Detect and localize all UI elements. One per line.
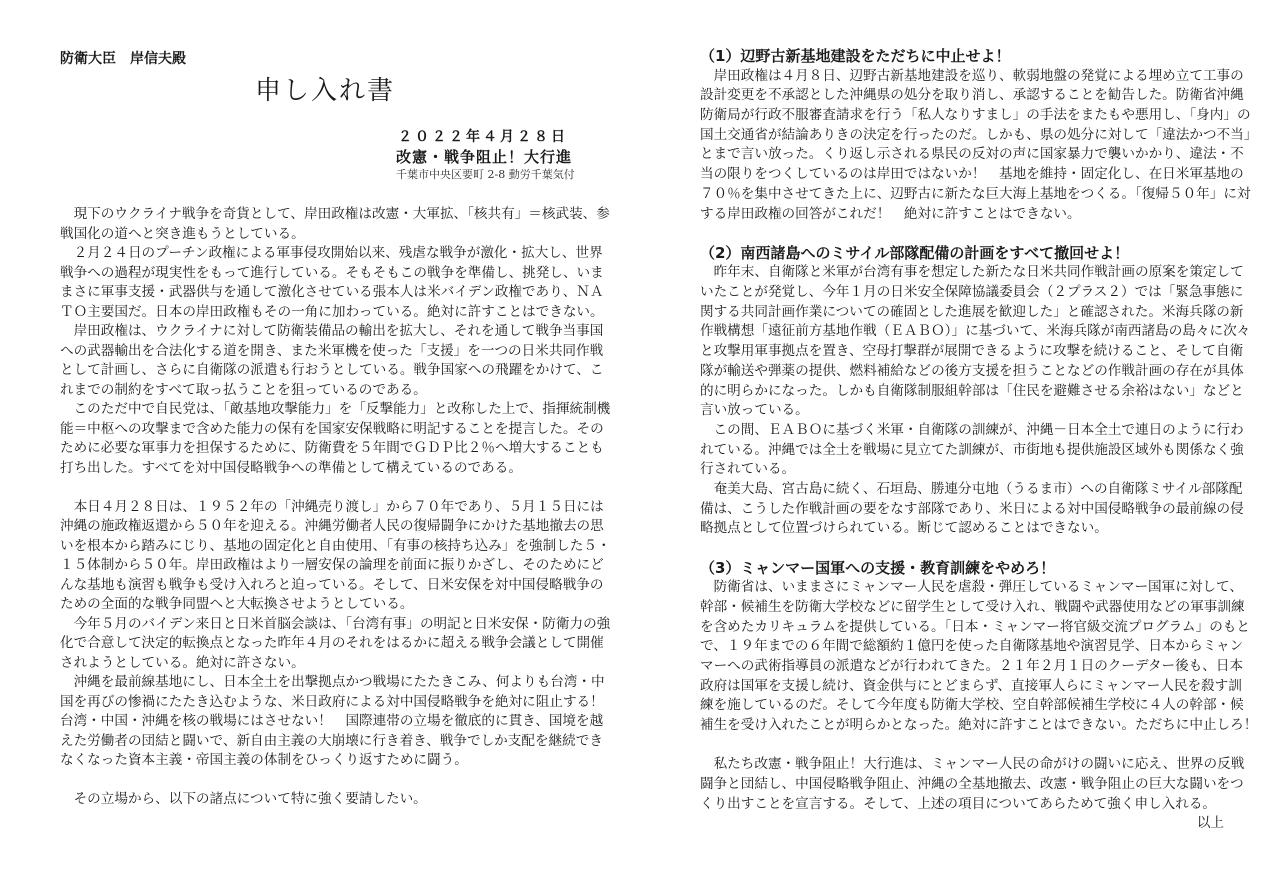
section-heading: （1）辺野古新基地建設をただちに中止せよ！ [700,47,1011,65]
closing-mark: 以上 [1196,815,1224,832]
text-line: 国土交通省が結論ありきの決定を行ったのだ。しかも、県の処分に対して「違法かつ不当」 [700,126,1258,143]
text-line: ために必要な軍事力を担保するために、防衛費を５年間でＧＤＰ比２％へ増大することも [60,440,604,456]
paragraph [60,673,605,771]
text-line: 打ち出した。すべてを対中国侵略戦争への準備として構えているのである。 [60,459,522,476]
paragraph-spacer [700,539,1224,559]
text-line: いを根本から踏みにじり、基地の固定化と自由使用、「有事の核持ち込み」を強制した５・ [60,537,611,554]
addressee: 防衛大臣 岸信夫殿 [60,51,186,67]
text-line: くり出すことを宣言する。そして、上述の項目についてあらためて強く申し入れる。 [700,795,1217,812]
text-line: 今年５月のバイデン来日と日米首脳会談は、「台湾有事」の明記と日米安保・防衛力の強 [60,615,611,632]
text-line: 補生を受け入れたことが明らかとなった。絶対に許すことはできない。ただちに中止しろ！ [700,717,1258,733]
text-line: 関する共同計画作業についての確固とした進展を歓迎した」と確認された。米海兵隊の新 [700,303,1244,320]
text-line: その立場から、以下の諸点について特に強く要請したい。 [60,791,427,807]
section-heading: （3）ミャンマー国軍への支援・教育訓練をやめろ！ [700,558,1056,577]
text-line: 防衛省は、いままさにミャンマー人民を虐殺・弾圧しているミャンマー国軍に対して、 [700,579,1243,596]
text-line: する岸田政権の回答がこれだ！ 絶対に許すことはできない。 [700,205,1081,222]
text-line: いたことが発覚し、今年１月の日米安全保障協議委員会（２プラス２）では「緊急事態に [700,284,1244,301]
text-line: 備は、こうした作戦計画の要をなす部隊であり、米日による対中国侵略戦争の最前線の侵 [700,500,1244,517]
text-line: 行されている。 [700,461,796,478]
text-line: れている。沖縄では全土を戦場に見立てた訓練が、市街地も提供施設区域外も関係なく強 [700,441,1244,458]
text-line: 現下のウクライナ戦争を奇貨として、岸田政権は改憲・大軍拡、「核共有」＝核武装、参 [60,206,610,222]
text-line: １５体制から５０年。岸田政権はより一層安保の論理を前面に振りかざし、そのためにど [60,557,604,573]
text-line: 闘争と団結し、中国侵略戦争阻止、沖縄の全基地撤去、改憲・戦争阻止の巨大な闘いをつ [700,775,1244,792]
text-line: 作戦構想「遠征前方基地作戦（ＥＡＢＯ）」に基づいて、米海兵隊が南西諸島の島々に次々 [700,323,1251,340]
right-column [700,47,1258,834]
paragraph [700,421,1244,480]
paragraph-spacer [700,736,1224,756]
document-date: ２０２２年４月２８日 [398,129,568,145]
text-line: 練を施しているのだ。そして今年度も防衛大学校、空自幹部候補生学校に４人の幹部・候 [700,697,1244,714]
text-line: 沖縄を最前線基地にし、日本全土を出撃拠点かつ戦場にたたきこみ、何よりも台湾・中 [60,674,605,690]
text-line: れまでの制約をすべて取っ払うことを狙っているのである。 [60,381,427,398]
text-line: 岸田政権は、ウクライナに対して防衛装備品の輸出を拡大し、それを通して戦争当事国 [60,323,604,339]
paragraph [60,205,610,244]
paragraph [700,755,1245,814]
text-line: 奄美大島、宮古島に続く、石垣島、勝連分屯地（うるま市）への自衛隊ミサイル部隊配 [700,480,1243,497]
text-line: 沖縄の施政権返還から５０年を迎える。沖縄労働者人民の復帰闘争にかけた基地撤去の思 [60,518,604,534]
text-line: 岸田政権は４月８日、辺野古新基地建設を巡り、軟弱地盤の発覚による埋め立て工事の [700,67,1244,84]
text-line: 防衛局が行政不服審査請求を行う「私人なりすまし」の手法をまたもや悪用し、「身内」の [700,107,1251,124]
text-line: えた労働者の団結と闘いで、新自由主義の大崩壊に行き着き、戦争でしか支配を継続でき [60,732,603,749]
text-line: 政府は国軍を支援し続け、資金供与にとどまらず、直接軍人らにミャンマー人民を殺す訓 [700,677,1242,694]
text-line: 台湾・中国・沖縄を核の戦場にはさせない！ 国際連帯の立場を徹底的に貫き、国境を越 [60,713,604,729]
text-line: んな基地も演習も戦争も受け入れろと迫っている。そして、日米安保を対中国侵略戦争の [60,576,604,593]
text-line: 昨年末、自衛隊と米軍が台湾有事を想定した新たな日米共同作戦計画の原案を策定して [700,264,1244,281]
paragraph-spacer [700,224,1224,244]
text-line: 化で合意して決定的転換点となった昨年４月のそれをはるかに超える戦争会議として開催 [60,635,604,651]
text-line: ための全面的な戦争同盟へと大転換させようとしている。 [60,596,414,612]
paragraph-spacer [60,478,590,498]
paragraph [60,244,604,322]
text-line: として計画し、さらに自衛隊の派遣も行おうとしている。戦争国家への飛躍をかけて、こ [60,362,604,378]
text-line: を含めたカリキュラムを提供している。「日本・ミャンマー将官級交流プログラム」のもと [700,618,1250,635]
text-line: 戦争への過程が現実性をもって進行している。そもそもこの戦争を準備し、挑発し、いま [60,264,604,281]
paragraph [700,578,1258,736]
text-line: 本日４月２８日は、１９５２年の「沖縄売り渡し」から７０年であり、５月１５日には [60,498,604,515]
text-line: ＴＯ主要国だ。日本の岸田政権もその一角に加わっている。絶対に許すことはできない。 [60,303,604,320]
text-line: 当の限りをつくしているのは岸田ではないか！ 基地を維持・固定化し、在日米軍基地の [700,166,1244,183]
sender-organization: 改憲・戦争阻止！大行進 [396,148,573,166]
text-line: まさに軍事支援・武器供与を通して激化させている張本人は米バイデン政権であり、ＮＡ [60,284,604,300]
text-line: 隊が輸送や弾薬の提供、燃料補給などの後方支援を担うことなどの作戦計画の存在が具体 [700,362,1244,379]
paragraph [700,67,1258,225]
text-line: で、１９年までの６年間で総額約１億円を使った自衛隊基地や演習見学、日本からミャン [700,638,1244,655]
text-line: 幹部・候補生を防衛大学校などに留学生として受け入れ、戦闘や武器使用などの軍事訓練 [700,598,1245,615]
text-line: ７０％を集中させてきた上に、辺野古に新たな巨大海上基地をつくる。「復帰５０年」に対 [700,185,1251,202]
text-line: 略拠点として位置づけられている。断じて認めることはできない。 [700,520,1108,537]
text-line: このただ中で自民党は、「敵基地攻撃能力」を「反撃能力」と改称した上で、指揮統制機 [60,401,611,417]
paragraph [60,322,604,400]
paragraph [60,400,611,478]
sender-address: 千葉市中央区要町 2-8 動労千葉気付 [396,168,575,181]
text-line: 国を再びの惨禍にたたき込むような、米日政府による対中国侵略戦争を絶対に阻止する！ [60,693,604,710]
text-line: なくなった資本主義・帝国主義の体制をひっくり返すために闘う。 [60,752,468,768]
paragraph [60,790,590,810]
text-line: と攻撃用軍事拠点を置き、空母打撃群が展開できるように攻撃を続けること、そして自衛 [700,343,1244,360]
text-line: 設計変更を不承認とした沖縄県の処分を取り消し、承認することを勧告した。防衛省沖縄 [700,87,1244,104]
paragraph [700,480,1244,539]
text-line: されようとしている。絶対に許さない。 [60,654,305,671]
text-line: この間、ＥＡＢＯに基づく米軍・自衛隊の訓練が、沖縄－日本全土で連日のように行わ [700,421,1244,438]
text-line: とまで言い放った。くり返し示される県民の反対の声に国家暴力で襲いかかり、違法・不 [700,146,1244,163]
text-line: ２月２４日のプーチン政権による軍事侵攻開始以来、残虐な戦争が激化・拡大し、世界 [60,245,603,261]
section-heading: （2）南西諸島へのミサイル部隊配備の計画をすべて撤回せよ！ [700,243,1130,262]
text-line: 戦国化の道へと突き進もうとしている。 [60,225,305,242]
text-line: 私たち改憲・戦争阻止！大行進は、ミャンマー人民の命がけの闘いに応え、世界の反戦 [700,756,1245,773]
paragraph [60,615,611,674]
paragraph [60,498,611,615]
text-line: 言い放っている。 [700,402,809,419]
text-line: 能＝中枢への攻撃まで含めた能力の保有を国家安保戦略に明記することを提言した。その [60,420,604,437]
paragraph-spacer [60,771,590,791]
text-line: 的に明らかになった。しかも自衛隊制服組幹部は「住民を避難させる余裕はない」などと [700,382,1244,399]
text-line: マーへの武術指導員の派遣などが行われてきた。２１年２月１日のクーデター後も、日本 [700,657,1244,674]
paragraph [700,263,1251,421]
document-title: 申し入れ書 [255,76,396,106]
text-line: への武器輸出を合法化する道を開き、また米軍機を使った「支援」を一つの日米共同作戦 [60,342,604,359]
left-column [60,205,611,810]
